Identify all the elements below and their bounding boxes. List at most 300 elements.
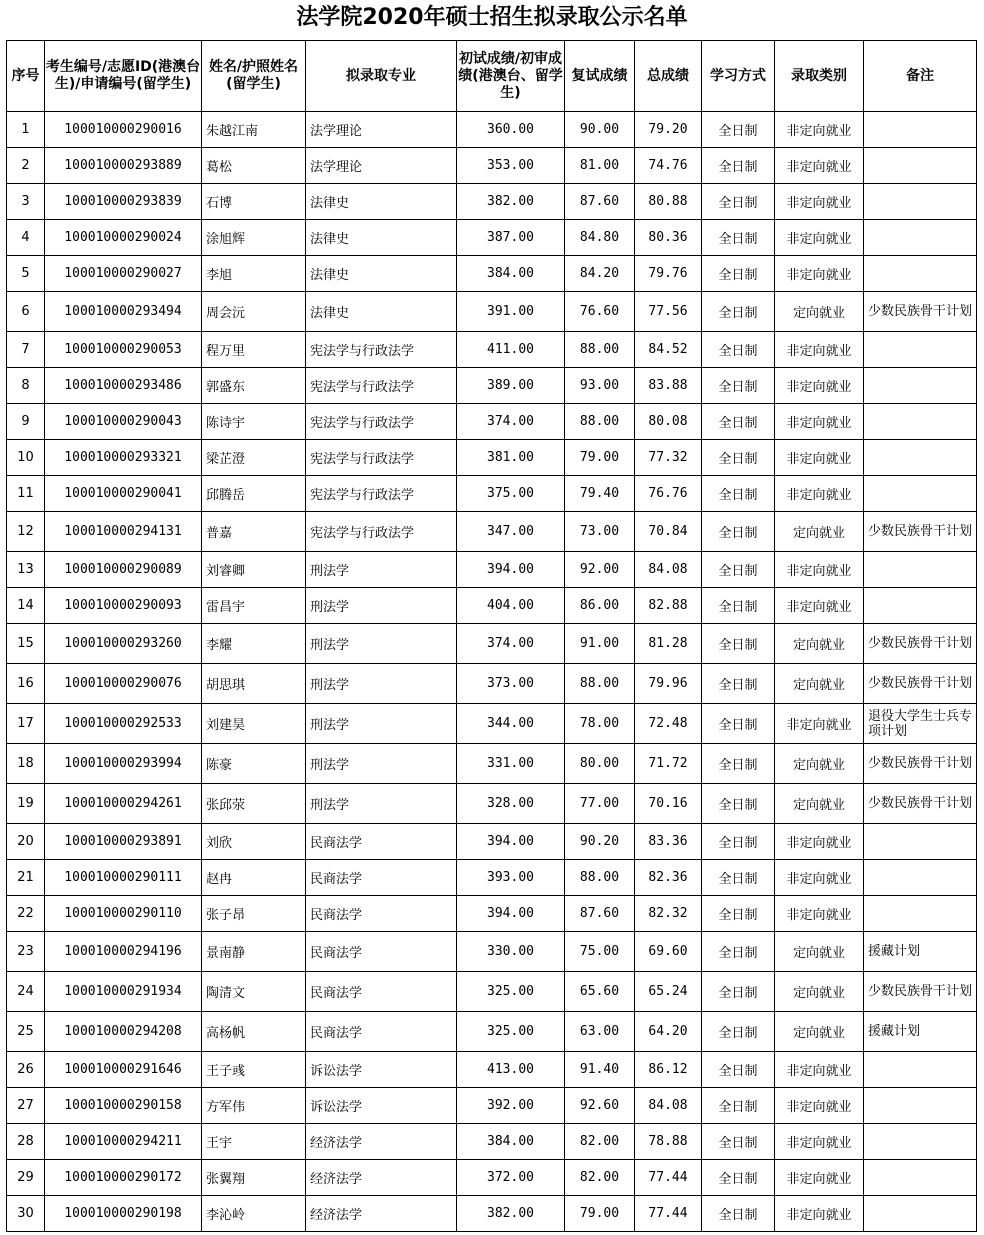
retest-score-cell: 90.00 (565, 112, 635, 148)
study-mode-cell: 全日制 (702, 552, 775, 588)
note-cell: 少数民族骨干计划 (864, 744, 977, 784)
study-mode-cell: 全日制 (702, 824, 775, 860)
total-score-cell: 81.28 (635, 624, 702, 664)
row-number-cell: 13 (7, 552, 45, 588)
initial-score-cell: 374.00 (457, 624, 565, 664)
study-mode-cell: 全日制 (702, 744, 775, 784)
major-cell: 诉讼法学 (306, 1088, 457, 1124)
note-cell (864, 1196, 977, 1232)
note-cell (864, 1088, 977, 1124)
header-cell: 姓名/护照姓名(留学生) (202, 41, 306, 112)
retest-score-cell: 88.00 (565, 664, 635, 704)
total-score-cell: 83.88 (635, 368, 702, 404)
name-cell: 葛松 (202, 148, 306, 184)
note-cell: 退役大学生士兵专项计划 (864, 704, 977, 744)
major-cell: 法律史 (306, 256, 457, 292)
row-number-cell: 14 (7, 588, 45, 624)
candidate-id-cell: 100010000290093 (45, 588, 202, 624)
row-number-cell: 19 (7, 784, 45, 824)
header-cell: 初试成绩/初审成绩(港澳台、留学生) (457, 41, 565, 112)
initial-score-cell: 373.00 (457, 664, 565, 704)
note-cell (864, 588, 977, 624)
initial-score-cell: 372.00 (457, 1160, 565, 1196)
study-mode-cell: 全日制 (702, 1196, 775, 1232)
table-row (7, 824, 977, 860)
table-row (7, 1196, 977, 1232)
study-mode-cell: 全日制 (702, 860, 775, 896)
name-cell: 景南静 (202, 932, 306, 972)
study-mode-cell: 全日制 (702, 1012, 775, 1052)
total-score-cell: 77.32 (635, 440, 702, 476)
study-mode-cell: 全日制 (702, 1160, 775, 1196)
initial-score-cell: 331.00 (457, 744, 565, 784)
row-number-cell: 8 (7, 368, 45, 404)
table-row (7, 860, 977, 896)
total-score-cell: 77.44 (635, 1160, 702, 1196)
header-cell: 学习方式 (702, 41, 775, 112)
candidate-id-cell: 100010000293486 (45, 368, 202, 404)
major-cell: 宪法学与行政法学 (306, 332, 457, 368)
initial-score-cell: 382.00 (457, 1196, 565, 1232)
table-row (7, 1088, 977, 1124)
total-score-cell: 70.16 (635, 784, 702, 824)
table-row (7, 744, 977, 784)
name-cell: 王宇 (202, 1124, 306, 1160)
admission-category-cell: 非定向就业 (775, 896, 864, 932)
total-score-cell: 70.84 (635, 512, 702, 552)
note-cell: 少数民族骨干计划 (864, 972, 977, 1012)
retest-score-cell: 93.00 (565, 368, 635, 404)
note-cell (864, 552, 977, 588)
study-mode-cell: 全日制 (702, 1124, 775, 1160)
study-mode-cell: 全日制 (702, 148, 775, 184)
study-mode-cell: 全日制 (702, 704, 775, 744)
row-number-cell: 6 (7, 292, 45, 332)
admission-category-cell: 非定向就业 (775, 860, 864, 896)
name-cell: 李旭 (202, 256, 306, 292)
name-cell: 陈诗宇 (202, 404, 306, 440)
name-cell: 方军伟 (202, 1088, 306, 1124)
table-row (7, 476, 977, 512)
note-cell (864, 860, 977, 896)
initial-score-cell: 325.00 (457, 1012, 565, 1052)
row-number-cell: 27 (7, 1088, 45, 1124)
note-cell (864, 824, 977, 860)
name-cell: 雷昌宇 (202, 588, 306, 624)
initial-score-cell: 394.00 (457, 552, 565, 588)
candidate-id-cell: 100010000290110 (45, 896, 202, 932)
row-number-cell: 2 (7, 148, 45, 184)
table-row (7, 148, 977, 184)
table-row (7, 1052, 977, 1088)
row-number-cell: 30 (7, 1196, 45, 1232)
total-score-cell: 79.96 (635, 664, 702, 704)
study-mode-cell: 全日制 (702, 972, 775, 1012)
candidate-id-cell: 100010000293839 (45, 184, 202, 220)
note-cell (864, 332, 977, 368)
major-cell: 民商法学 (306, 824, 457, 860)
total-score-cell: 78.88 (635, 1124, 702, 1160)
retest-score-cell: 82.00 (565, 1124, 635, 1160)
retest-score-cell: 73.00 (565, 512, 635, 552)
admission-category-cell: 非定向就业 (775, 220, 864, 256)
table-row (7, 440, 977, 476)
initial-score-cell: 391.00 (457, 292, 565, 332)
admission-category-cell: 非定向就业 (775, 332, 864, 368)
study-mode-cell: 全日制 (702, 1052, 775, 1088)
admission-category-cell: 非定向就业 (775, 256, 864, 292)
retest-score-cell: 84.80 (565, 220, 635, 256)
row-number-cell: 7 (7, 332, 45, 368)
page-title: 法学院2020年硕士招生拟录取公示名单 (296, 5, 688, 30)
note-cell: 援藏计划 (864, 932, 977, 972)
admission-category-cell: 定向就业 (775, 932, 864, 972)
candidate-id-cell: 100010000294211 (45, 1124, 202, 1160)
retest-score-cell: 79.00 (565, 1196, 635, 1232)
major-cell: 法律史 (306, 292, 457, 332)
major-cell: 民商法学 (306, 860, 457, 896)
name-cell: 张翼翔 (202, 1160, 306, 1196)
note-cell (864, 1052, 977, 1088)
header-cell: 备注 (864, 41, 977, 112)
note-cell (864, 1124, 977, 1160)
major-cell: 宪法学与行政法学 (306, 368, 457, 404)
name-cell: 郭盛东 (202, 368, 306, 404)
study-mode-cell: 全日制 (702, 404, 775, 440)
name-cell: 普嘉 (202, 512, 306, 552)
total-score-cell: 72.48 (635, 704, 702, 744)
header-cell: 录取类别 (775, 41, 864, 112)
row-number-cell: 3 (7, 184, 45, 220)
initial-score-cell: 394.00 (457, 824, 565, 860)
study-mode-cell: 全日制 (702, 588, 775, 624)
retest-score-cell: 84.20 (565, 256, 635, 292)
row-number-cell: 1 (7, 112, 45, 148)
retest-score-cell: 87.60 (565, 184, 635, 220)
candidate-id-cell: 100010000290076 (45, 664, 202, 704)
row-number-cell: 24 (7, 972, 45, 1012)
note-cell (864, 368, 977, 404)
admission-category-cell: 非定向就业 (775, 184, 864, 220)
row-number-cell: 9 (7, 404, 45, 440)
retest-score-cell: 92.00 (565, 552, 635, 588)
retest-score-cell: 87.60 (565, 896, 635, 932)
table-row (7, 292, 977, 332)
initial-score-cell: 375.00 (457, 476, 565, 512)
total-score-cell: 74.76 (635, 148, 702, 184)
admission-category-cell: 非定向就业 (775, 1196, 864, 1232)
major-cell: 法学理论 (306, 112, 457, 148)
table-row (7, 256, 977, 292)
major-cell: 刑法学 (306, 588, 457, 624)
admission-category-cell: 非定向就业 (775, 1124, 864, 1160)
candidate-id-cell: 100010000291934 (45, 972, 202, 1012)
candidate-id-cell: 100010000294261 (45, 784, 202, 824)
major-cell: 宪法学与行政法学 (306, 512, 457, 552)
note-cell (864, 112, 977, 148)
total-score-cell: 82.88 (635, 588, 702, 624)
retest-score-cell: 92.60 (565, 1088, 635, 1124)
retest-score-cell: 88.00 (565, 332, 635, 368)
name-cell: 刘睿卿 (202, 552, 306, 588)
admission-category-cell: 非定向就业 (775, 476, 864, 512)
initial-score-cell: 404.00 (457, 588, 565, 624)
header-row (7, 41, 977, 112)
admission-category-cell: 定向就业 (775, 292, 864, 332)
row-number-cell: 10 (7, 440, 45, 476)
candidate-id-cell: 100010000293891 (45, 824, 202, 860)
note-cell (864, 184, 977, 220)
name-cell: 高杨帆 (202, 1012, 306, 1052)
major-cell: 经济法学 (306, 1196, 457, 1232)
row-number-cell: 16 (7, 664, 45, 704)
admission-category-cell: 非定向就业 (775, 704, 864, 744)
candidate-id-cell: 100010000294196 (45, 932, 202, 972)
study-mode-cell: 全日制 (702, 664, 775, 704)
candidate-id-cell: 100010000290111 (45, 860, 202, 896)
total-score-cell: 80.36 (635, 220, 702, 256)
table-row (7, 784, 977, 824)
admission-category-cell: 定向就业 (775, 744, 864, 784)
admission-category-cell: 非定向就业 (775, 148, 864, 184)
candidate-id-cell: 100010000290089 (45, 552, 202, 588)
name-cell: 陶清文 (202, 972, 306, 1012)
major-cell: 法学理论 (306, 148, 457, 184)
total-score-cell: 80.08 (635, 404, 702, 440)
major-cell: 刑法学 (306, 784, 457, 824)
candidate-id-cell: 100010000293260 (45, 624, 202, 664)
row-number-cell: 26 (7, 1052, 45, 1088)
total-score-cell: 77.56 (635, 292, 702, 332)
admission-category-cell: 非定向就业 (775, 112, 864, 148)
retest-score-cell: 88.00 (565, 404, 635, 440)
admission-category-cell: 定向就业 (775, 664, 864, 704)
row-number-cell: 18 (7, 744, 45, 784)
major-cell: 刑法学 (306, 552, 457, 588)
header-cell: 拟录取专业 (306, 41, 457, 112)
retest-score-cell: 90.20 (565, 824, 635, 860)
initial-score-cell: 347.00 (457, 512, 565, 552)
note-cell: 少数民族骨干计划 (864, 664, 977, 704)
name-cell: 周会沅 (202, 292, 306, 332)
note-cell: 援藏计划 (864, 1012, 977, 1052)
candidate-id-cell: 100010000290053 (45, 332, 202, 368)
retest-score-cell: 76.60 (565, 292, 635, 332)
candidate-id-cell: 100010000291646 (45, 1052, 202, 1088)
study-mode-cell: 全日制 (702, 512, 775, 552)
note-cell: 少数民族骨干计划 (864, 292, 977, 332)
table-row (7, 1160, 977, 1196)
initial-score-cell: 393.00 (457, 860, 565, 896)
admission-category-cell: 非定向就业 (775, 588, 864, 624)
study-mode-cell: 全日制 (702, 220, 775, 256)
major-cell: 民商法学 (306, 896, 457, 932)
candidate-id-cell: 100010000294131 (45, 512, 202, 552)
admission-category-cell: 非定向就业 (775, 1052, 864, 1088)
header-cell: 复试成绩 (565, 41, 635, 112)
admission-category-cell: 非定向就业 (775, 552, 864, 588)
row-number-cell: 5 (7, 256, 45, 292)
note-cell (864, 1160, 977, 1196)
name-cell: 朱越江南 (202, 112, 306, 148)
retest-score-cell: 79.00 (565, 440, 635, 476)
note-cell (864, 476, 977, 512)
candidate-id-cell: 100010000290016 (45, 112, 202, 148)
admission-category-cell: 定向就业 (775, 784, 864, 824)
name-cell: 李沁岭 (202, 1196, 306, 1232)
initial-score-cell: 389.00 (457, 368, 565, 404)
total-score-cell: 76.76 (635, 476, 702, 512)
initial-score-cell: 325.00 (457, 972, 565, 1012)
retest-score-cell: 77.00 (565, 784, 635, 824)
table-row (7, 112, 977, 148)
table-row (7, 972, 977, 1012)
initial-score-cell: 411.00 (457, 332, 565, 368)
name-cell: 张邱荥 (202, 784, 306, 824)
initial-score-cell: 344.00 (457, 704, 565, 744)
header-cell: 总成绩 (635, 41, 702, 112)
total-score-cell: 82.32 (635, 896, 702, 932)
initial-score-cell: 413.00 (457, 1052, 565, 1088)
note-cell: 少数民族骨干计划 (864, 784, 977, 824)
table-row (7, 1124, 977, 1160)
total-score-cell: 86.12 (635, 1052, 702, 1088)
admission-category-cell: 非定向就业 (775, 440, 864, 476)
major-cell: 诉讼法学 (306, 1052, 457, 1088)
major-cell: 民商法学 (306, 972, 457, 1012)
candidate-id-cell: 100010000293494 (45, 292, 202, 332)
study-mode-cell: 全日制 (702, 440, 775, 476)
name-cell: 邱腾岳 (202, 476, 306, 512)
study-mode-cell: 全日制 (702, 292, 775, 332)
initial-score-cell: 392.00 (457, 1088, 565, 1124)
total-score-cell: 79.76 (635, 256, 702, 292)
name-cell: 程万里 (202, 332, 306, 368)
admission-category-cell: 非定向就业 (775, 1088, 864, 1124)
study-mode-cell: 全日制 (702, 932, 775, 972)
name-cell: 梁芷澄 (202, 440, 306, 476)
name-cell: 刘建昊 (202, 704, 306, 744)
note-cell (864, 404, 977, 440)
admission-category-cell: 非定向就业 (775, 824, 864, 860)
name-cell: 胡思琪 (202, 664, 306, 704)
initial-score-cell: 328.00 (457, 784, 565, 824)
initial-score-cell: 394.00 (457, 896, 565, 932)
major-cell: 刑法学 (306, 664, 457, 704)
admission-category-cell: 定向就业 (775, 624, 864, 664)
row-number-cell: 22 (7, 896, 45, 932)
major-cell: 民商法学 (306, 1012, 457, 1052)
candidate-id-cell: 100010000293321 (45, 440, 202, 476)
total-score-cell: 80.88 (635, 184, 702, 220)
table-row (7, 704, 977, 744)
retest-score-cell: 78.00 (565, 704, 635, 744)
major-cell: 刑法学 (306, 624, 457, 664)
total-score-cell: 64.20 (635, 1012, 702, 1052)
major-cell: 经济法学 (306, 1160, 457, 1196)
row-number-cell: 29 (7, 1160, 45, 1196)
retest-score-cell: 65.60 (565, 972, 635, 1012)
table-row (7, 332, 977, 368)
name-cell: 刘欣 (202, 824, 306, 860)
note-cell (864, 148, 977, 184)
retest-score-cell: 88.00 (565, 860, 635, 896)
study-mode-cell: 全日制 (702, 1088, 775, 1124)
admission-category-cell: 非定向就业 (775, 404, 864, 440)
row-number-cell: 12 (7, 512, 45, 552)
admission-table (6, 40, 977, 1232)
total-score-cell: 69.60 (635, 932, 702, 972)
note-cell: 少数民族骨干计划 (864, 624, 977, 664)
initial-score-cell: 382.00 (457, 184, 565, 220)
study-mode-cell: 全日制 (702, 112, 775, 148)
candidate-id-cell: 100010000293889 (45, 148, 202, 184)
note-cell: 少数民族骨干计划 (864, 512, 977, 552)
major-cell: 刑法学 (306, 744, 457, 784)
admission-category-cell: 非定向就业 (775, 368, 864, 404)
total-score-cell: 77.44 (635, 1196, 702, 1232)
initial-score-cell: 384.00 (457, 256, 565, 292)
retest-score-cell: 63.00 (565, 1012, 635, 1052)
row-number-cell: 23 (7, 932, 45, 972)
major-cell: 法律史 (306, 220, 457, 256)
table-row (7, 624, 977, 664)
retest-score-cell: 80.00 (565, 744, 635, 784)
total-score-cell: 84.52 (635, 332, 702, 368)
total-score-cell: 82.36 (635, 860, 702, 896)
admission-category-cell: 定向就业 (775, 512, 864, 552)
study-mode-cell: 全日制 (702, 476, 775, 512)
total-score-cell: 83.36 (635, 824, 702, 860)
major-cell: 经济法学 (306, 1124, 457, 1160)
candidate-id-cell: 100010000290198 (45, 1196, 202, 1232)
table-row (7, 1012, 977, 1052)
total-score-cell: 84.08 (635, 552, 702, 588)
name-cell: 张子昂 (202, 896, 306, 932)
major-cell: 宪法学与行政法学 (306, 476, 457, 512)
candidate-id-cell: 100010000290158 (45, 1088, 202, 1124)
name-cell: 王子彧 (202, 1052, 306, 1088)
row-number-cell: 4 (7, 220, 45, 256)
study-mode-cell: 全日制 (702, 784, 775, 824)
major-cell: 宪法学与行政法学 (306, 440, 457, 476)
table-row (7, 552, 977, 588)
major-cell: 民商法学 (306, 932, 457, 972)
table-row (7, 588, 977, 624)
table-row (7, 220, 977, 256)
header-cell: 序号 (7, 41, 45, 112)
initial-score-cell: 387.00 (457, 220, 565, 256)
name-cell: 李耀 (202, 624, 306, 664)
name-cell: 涂旭辉 (202, 220, 306, 256)
major-cell: 宪法学与行政法学 (306, 404, 457, 440)
candidate-id-cell: 100010000290024 (45, 220, 202, 256)
table-row (7, 512, 977, 552)
study-mode-cell: 全日制 (702, 332, 775, 368)
candidate-id-cell: 100010000290043 (45, 404, 202, 440)
total-score-cell: 71.72 (635, 744, 702, 784)
row-number-cell: 15 (7, 624, 45, 664)
study-mode-cell: 全日制 (702, 896, 775, 932)
table-row (7, 664, 977, 704)
total-score-cell: 79.20 (635, 112, 702, 148)
table-row (7, 368, 977, 404)
candidate-id-cell: 100010000290172 (45, 1160, 202, 1196)
initial-score-cell: 330.00 (457, 932, 565, 972)
table-row (7, 932, 977, 972)
retest-score-cell: 79.40 (565, 476, 635, 512)
candidate-id-cell: 100010000292533 (45, 704, 202, 744)
